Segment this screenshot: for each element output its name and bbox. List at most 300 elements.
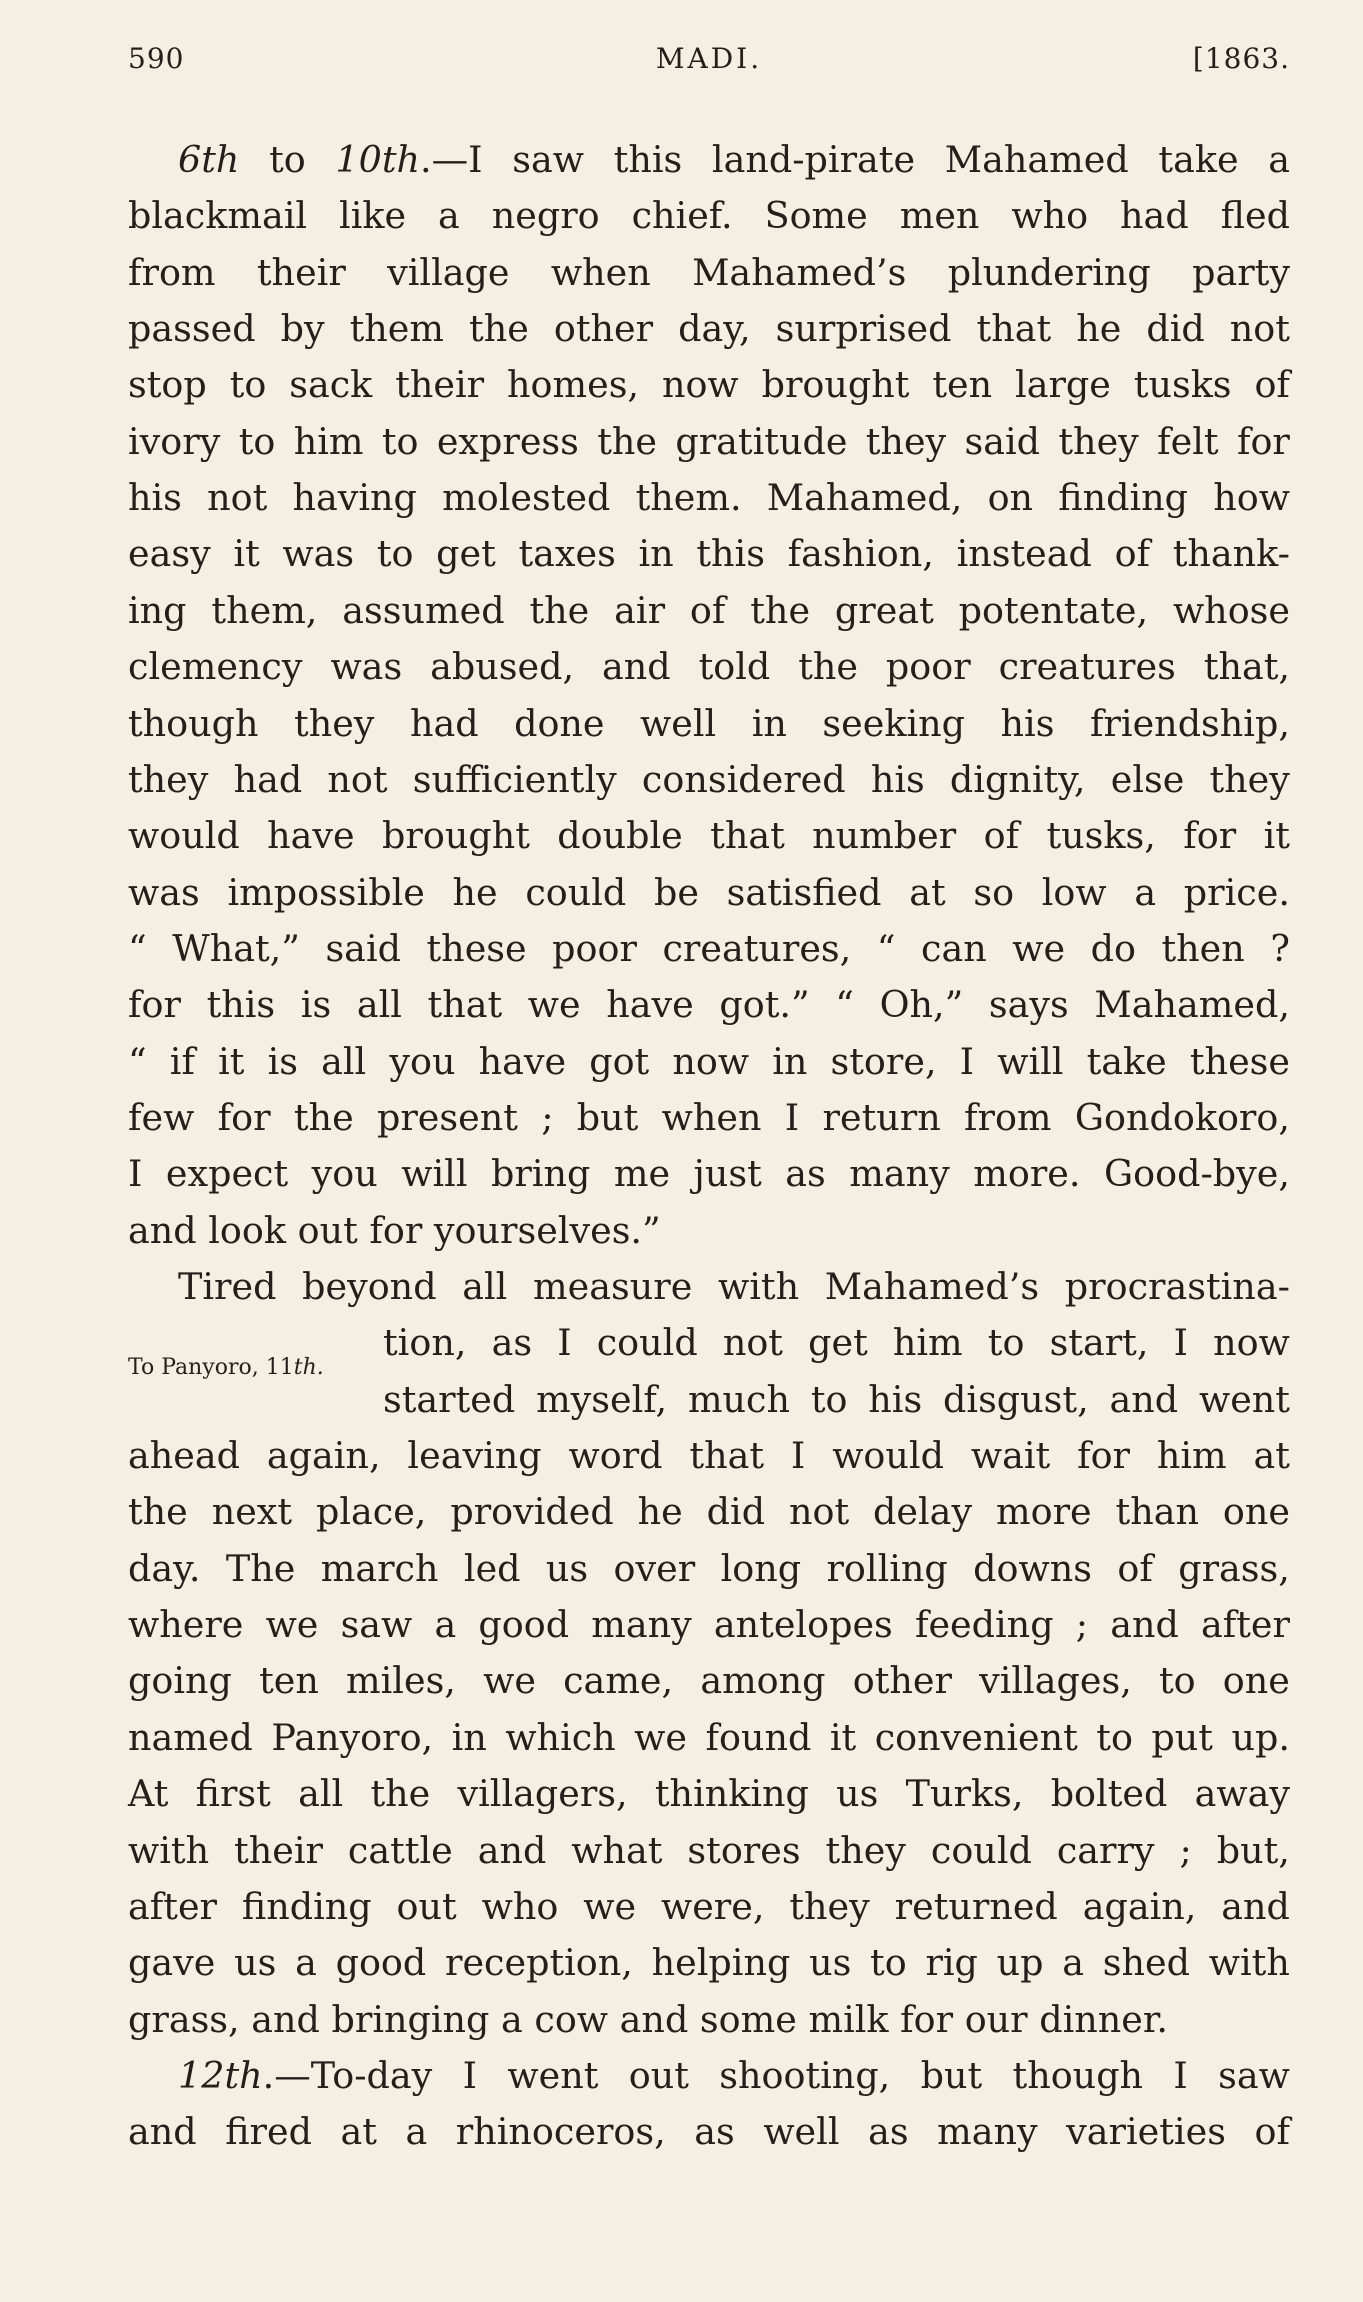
word: Gondokoro, <box>1074 1095 1290 1139</box>
word: long <box>720 1546 802 1590</box>
word: as <box>694 2110 735 2154</box>
word: 10th.—I <box>335 138 483 181</box>
word: all <box>321 1039 367 1083</box>
word: I <box>959 1039 975 1083</box>
word: up <box>996 1941 1044 1985</box>
word: saw <box>512 138 584 181</box>
word: to <box>987 1321 1025 1365</box>
word: dignity, <box>949 757 1086 801</box>
word: they <box>825 1828 906 1872</box>
word: friendship, <box>1089 701 1290 745</box>
word: where <box>128 1603 244 1647</box>
word: we <box>583 1884 637 1928</box>
word: away <box>1194 1772 1290 1816</box>
word: he <box>452 870 498 914</box>
word <box>178 138 240 181</box>
word: as <box>785 1152 826 1196</box>
word: surprised <box>775 307 952 351</box>
word: double <box>557 814 683 858</box>
word: in <box>772 1039 808 1083</box>
running-header <box>128 42 1290 92</box>
word: many <box>849 1152 950 1196</box>
word: his <box>128 476 182 520</box>
word: miles, <box>346 1659 456 1703</box>
word: I <box>790 1434 806 1478</box>
word: gave <box>128 1941 216 1985</box>
word: is <box>300 983 332 1027</box>
word: you <box>389 1039 456 1083</box>
word: party <box>1192 250 1290 294</box>
word: of <box>1114 532 1151 576</box>
text-line <box>128 1490 1290 1534</box>
word: Panyoro, <box>271 1715 434 1759</box>
word: how <box>1213 476 1290 520</box>
word: feeding <box>914 1603 1054 1647</box>
word: for <box>128 983 181 1027</box>
word: creatures <box>998 645 1176 689</box>
text-line <box>128 1546 1290 1590</box>
word: well <box>640 701 717 745</box>
word: present <box>376 1095 518 1139</box>
word: ; <box>541 1095 554 1139</box>
word: now <box>672 1039 750 1083</box>
word: have <box>606 983 694 1027</box>
page-number: 590 <box>128 42 185 75</box>
word: went <box>507 2053 599 2097</box>
word: than <box>1115 1490 1199 1534</box>
word: tion, <box>383 1321 467 1365</box>
word: out <box>297 1208 358 1252</box>
word: thinking <box>654 1772 809 1816</box>
word: Turks, <box>905 1772 1024 1816</box>
word: poor <box>552 926 637 970</box>
word: got.” <box>719 983 810 1027</box>
word: to <box>238 419 276 463</box>
word: to <box>870 1941 907 1985</box>
word: clemency <box>128 645 303 689</box>
word: now <box>1213 1321 1290 1365</box>
word: Mahamed’s <box>824 1265 1040 1308</box>
text-line <box>383 1377 1290 1421</box>
word: got <box>589 1039 650 1083</box>
word: ing <box>128 588 187 632</box>
word: in <box>751 701 787 745</box>
word: considered <box>641 757 846 801</box>
word: look <box>208 1208 286 1252</box>
word: brought <box>761 363 910 407</box>
word: for <box>1183 814 1237 858</box>
word: the <box>469 307 529 351</box>
word: few <box>128 1095 195 1139</box>
word: us <box>234 1941 277 1985</box>
text-line <box>128 588 1290 632</box>
word: that, <box>1203 645 1290 689</box>
word: else <box>1110 757 1185 801</box>
word: and <box>1221 1884 1290 1928</box>
word: at <box>909 870 946 914</box>
word: good <box>478 1603 570 1647</box>
word: felt <box>1157 419 1219 463</box>
text-line <box>128 194 1290 238</box>
word: they <box>128 757 209 801</box>
word: “ <box>128 926 147 970</box>
word: take <box>1158 138 1239 181</box>
text-line <box>128 926 1290 970</box>
word: us <box>809 1941 852 1985</box>
word: put <box>1151 1715 1213 1759</box>
word: grass, <box>1178 1546 1290 1590</box>
word: expect <box>165 1152 289 1196</box>
word: but, <box>1216 1828 1290 1872</box>
word: the <box>798 645 858 689</box>
word: to <box>229 363 267 407</box>
word: when <box>661 1095 762 1139</box>
word: Mahamed, <box>1094 983 1290 1027</box>
word: did <box>1146 307 1205 351</box>
word: his <box>1000 701 1055 745</box>
word: us <box>836 1772 879 1816</box>
word: we <box>527 983 581 1027</box>
word: other <box>553 307 654 351</box>
word: many <box>937 2110 1038 2154</box>
word: who <box>1011 194 1089 238</box>
word: have <box>267 814 355 858</box>
header-year: [1863. <box>1192 42 1290 75</box>
word: for <box>1077 1434 1130 1478</box>
word: fired <box>225 2110 312 2154</box>
word: would <box>832 1434 944 1478</box>
word: tusks, <box>1046 814 1156 858</box>
word: just <box>693 1152 762 1196</box>
word: not <box>327 757 388 801</box>
word: myself, <box>536 1377 668 1421</box>
word: went <box>1198 1377 1290 1421</box>
word: when <box>550 250 651 294</box>
word: could <box>596 1321 698 1365</box>
word: a <box>438 194 460 238</box>
word: among <box>700 1659 826 1703</box>
word: had <box>409 701 479 745</box>
word: his <box>868 1377 923 1421</box>
word: Oh,” <box>879 983 964 1027</box>
text-line <box>128 757 1290 801</box>
word: it <box>829 1715 857 1759</box>
word: of <box>689 588 726 632</box>
text-line <box>128 250 1290 294</box>
word: potentate, <box>958 588 1149 632</box>
word: and <box>128 2110 197 2154</box>
text-line <box>128 1715 1290 1759</box>
word: instead <box>956 532 1092 576</box>
word: and <box>619 1997 689 2041</box>
text-line <box>178 138 1290 181</box>
word: “ <box>835 983 854 1027</box>
word: out <box>628 2053 689 2097</box>
word: ? <box>1270 926 1290 970</box>
word: if <box>169 1039 195 1083</box>
word: found <box>705 1715 812 1759</box>
word: the <box>750 588 811 632</box>
word: express <box>436 419 579 463</box>
margin-note-text: To Panyoro, 11 <box>128 1355 294 1380</box>
word: now <box>661 363 739 407</box>
text-line <box>128 1659 1290 1703</box>
word: all <box>298 1772 344 1816</box>
word: with <box>718 1265 800 1308</box>
word: procrastina- <box>1064 1265 1290 1308</box>
word: for <box>369 1208 423 1252</box>
margin-note <box>128 1355 324 1380</box>
word: this <box>613 138 683 181</box>
word: taxes <box>518 532 616 576</box>
word: Some <box>764 194 868 238</box>
text-line <box>128 870 1290 914</box>
word: which <box>505 1715 616 1759</box>
word: though <box>1012 2053 1144 2097</box>
word: land-pirate <box>711 138 916 181</box>
word: impossible <box>227 870 425 914</box>
word: creatures, <box>662 926 852 970</box>
word: not <box>207 476 268 520</box>
word: but <box>920 2053 983 2097</box>
word: all <box>462 1265 508 1308</box>
word: milk <box>808 1997 889 2041</box>
word: returned <box>894 1884 1058 1928</box>
word: first <box>195 1772 271 1816</box>
word: store, <box>830 1039 937 1083</box>
word: a <box>434 1603 457 1647</box>
word: going <box>128 1659 232 1703</box>
word: abused, <box>430 645 575 689</box>
word: named <box>128 1715 253 1759</box>
word: and <box>251 1997 320 2041</box>
word: more. <box>973 1152 1081 1196</box>
word: it <box>1263 814 1290 858</box>
word: for <box>1236 419 1290 463</box>
word: the <box>293 1095 354 1139</box>
word: tusks <box>1133 363 1232 407</box>
running-title: MADI. <box>655 42 763 75</box>
word: of <box>1117 1546 1153 1590</box>
text-line <box>128 1941 1290 1985</box>
word: told <box>698 645 771 689</box>
word: him <box>293 419 364 463</box>
word: the <box>128 1490 188 1534</box>
word: saw <box>1218 2053 1290 2097</box>
word: they <box>294 701 375 745</box>
word: The <box>225 1546 296 1590</box>
word: other <box>852 1659 952 1703</box>
word: Mahamed <box>944 138 1129 181</box>
word: wait <box>970 1434 1051 1478</box>
word: so <box>973 870 1015 914</box>
word: came, <box>563 1659 674 1703</box>
word: cow <box>534 1997 609 2041</box>
text-line <box>128 419 1290 463</box>
word: these <box>1189 1039 1290 1083</box>
word: great <box>834 588 934 632</box>
word: the <box>597 419 658 463</box>
word: we <box>634 1715 688 1759</box>
word: for <box>900 1997 954 2041</box>
word: was <box>128 870 200 914</box>
word: having <box>292 476 417 520</box>
word: again, <box>1082 1884 1197 1928</box>
word: said <box>964 419 1041 463</box>
word: saw <box>340 1603 413 1647</box>
word: large <box>1015 363 1111 407</box>
word: villages, <box>979 1659 1132 1703</box>
word: sufficiently <box>412 757 617 801</box>
word: all <box>356 983 402 1027</box>
word: leaving <box>407 1434 542 1478</box>
word: price. <box>1183 870 1290 914</box>
word: next <box>211 1490 293 1534</box>
word: a <box>501 1997 523 2041</box>
word: be <box>653 870 699 914</box>
word: it <box>218 1039 245 1083</box>
word: 12th.—To-day <box>178 2053 433 2097</box>
word: molested <box>442 476 611 520</box>
word: I <box>784 1095 800 1139</box>
word: to <box>1158 1659 1196 1703</box>
word: plundering <box>947 250 1151 294</box>
word: the <box>370 1772 431 1816</box>
text-line <box>128 476 1290 520</box>
word: it <box>233 532 260 576</box>
word: get <box>808 1321 868 1365</box>
word: and <box>128 1208 197 1252</box>
word: they <box>1058 419 1139 463</box>
word: and <box>1109 1377 1179 1421</box>
word: What,” <box>172 926 300 970</box>
word: “ <box>128 1039 147 1083</box>
word: Mahamed, <box>766 476 963 520</box>
word: I <box>1173 1321 1189 1365</box>
word: fashion, <box>787 532 934 576</box>
text-line <box>128 1884 1290 1928</box>
word: to <box>376 532 414 576</box>
word: I <box>557 1321 572 1365</box>
text-line <box>128 1095 1290 1139</box>
word: poor <box>885 645 971 689</box>
word: could <box>930 1828 1032 1872</box>
word: a <box>1062 1941 1085 1985</box>
word: like <box>339 194 407 238</box>
text-line <box>128 814 1290 858</box>
word: yourselves.” <box>433 1208 661 1252</box>
word: from <box>128 250 216 294</box>
word: we <box>483 1659 536 1703</box>
word: we <box>1012 926 1066 970</box>
word: good <box>335 1941 427 1985</box>
word: whose <box>1172 588 1290 632</box>
italic-date: 10th <box>335 138 421 181</box>
word: beyond <box>302 1265 437 1308</box>
word: as <box>868 2110 909 2154</box>
word: this <box>696 532 765 576</box>
word: well <box>763 2110 840 2154</box>
word: number <box>812 814 957 858</box>
word: finding <box>1058 476 1189 520</box>
word: ahead <box>128 1434 240 1478</box>
word: and <box>602 645 671 689</box>
word: Good-bye, <box>1103 1152 1290 1196</box>
word: to <box>1096 1715 1133 1759</box>
word: to <box>269 138 306 181</box>
word: then <box>1161 926 1245 970</box>
word: rig <box>925 1941 978 1985</box>
word: take <box>1086 1039 1167 1083</box>
word: cattle <box>347 1828 453 1872</box>
word: stop <box>128 363 207 407</box>
text-line <box>128 307 1290 351</box>
text-line <box>178 1265 1290 1308</box>
word: I <box>1173 2053 1188 2097</box>
word: he <box>637 1490 683 1534</box>
word: dinner. <box>1039 1997 1168 2041</box>
word: bolted <box>1050 1772 1168 1816</box>
word: village <box>387 250 510 294</box>
word: in <box>451 1715 487 1759</box>
word: ; <box>1075 1603 1089 1647</box>
word: some <box>699 1997 797 2041</box>
word: not <box>722 1321 783 1365</box>
word: they <box>865 419 947 463</box>
word: had <box>233 757 303 801</box>
word: though <box>128 701 259 745</box>
word: a <box>1134 870 1157 914</box>
text-line <box>128 2110 1290 2154</box>
text-line <box>128 363 1290 407</box>
word: can <box>921 926 987 970</box>
word: and <box>1110 1603 1179 1647</box>
word: after <box>1200 1603 1290 1647</box>
word: homes, <box>507 363 640 407</box>
word: satisfied <box>726 870 882 914</box>
word: that <box>689 1434 765 1478</box>
word: but <box>576 1095 639 1139</box>
word: not <box>788 1490 850 1534</box>
word: these <box>426 926 527 970</box>
word: disgust, <box>943 1377 1089 1421</box>
word: to <box>810 1377 848 1421</box>
word: one <box>1222 1490 1290 1534</box>
word: they <box>789 1884 870 1928</box>
text-line <box>128 645 1290 689</box>
word: with <box>1208 1941 1290 1985</box>
word: who <box>481 1884 559 1928</box>
word: ten <box>932 363 993 407</box>
word: we <box>265 1603 319 1647</box>
word: fled <box>1220 194 1290 238</box>
text-line <box>383 1321 1290 1365</box>
word: bringing <box>331 1997 490 2041</box>
word: after <box>128 1884 217 1928</box>
word: shooting, <box>719 2053 891 2097</box>
word: place, <box>315 1490 427 1534</box>
word: measure <box>533 1265 693 1308</box>
word: did <box>706 1490 766 1534</box>
word: on <box>987 476 1034 520</box>
word: air <box>614 588 666 632</box>
word: over <box>613 1546 696 1590</box>
word: to <box>381 419 419 463</box>
word: was <box>330 645 403 689</box>
word: a <box>405 2110 428 2154</box>
word: started <box>383 1377 516 1421</box>
word: provided <box>450 1490 614 1534</box>
